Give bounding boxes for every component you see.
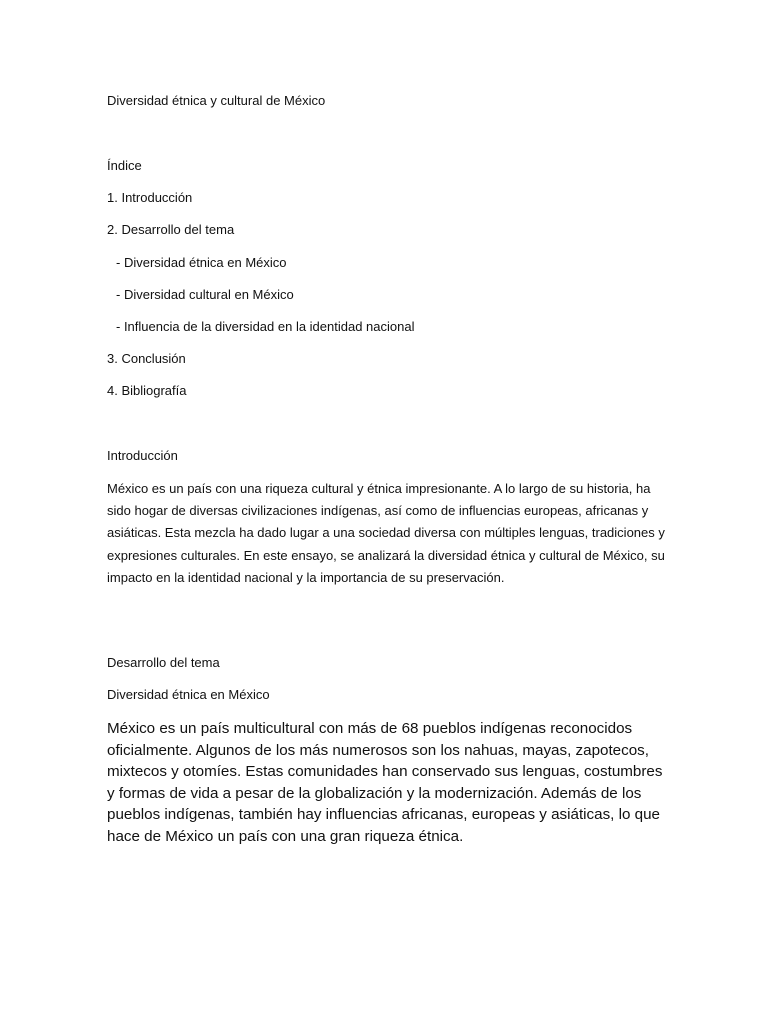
index-subitem-ethnic-diversity: - Diversidad étnica en México bbox=[116, 255, 287, 270]
index-item-conclusion: 3. Conclusión bbox=[107, 351, 186, 366]
introduction-heading: Introducción bbox=[107, 448, 178, 463]
index-item-introduction: 1. Introducción bbox=[107, 190, 193, 205]
index-subitem-national-identity: - Influencia de la diversidad en la identidad nacional bbox=[116, 319, 415, 334]
development-heading: Desarrollo del tema bbox=[107, 655, 220, 670]
index-heading: Índice bbox=[107, 158, 142, 173]
ethnic-diversity-subheading: Diversidad étnica en México bbox=[107, 687, 270, 702]
document-page bbox=[107, 0, 667, 1024]
index-item-development: 2. Desarrollo del tema bbox=[107, 222, 235, 237]
ethnic-diversity-body: México es un país multicultural con más de 68 pueblos indígenas reconocidos oficialmente. Algunos de los más numerosos son los nahuas, mayas, zapotecos, mixtecos y otomíes. Estas comunidades han conservado sus lenguas, costumbres y formas de vida a pesar de la globalización y la modernización. Además de los pueblos indígenas, también hay influencias africanas, europeas y asiáticas, lo que hace de México un país con una gran riqueza étnica. bbox=[107, 720, 663, 845]
index-subitem-cultural-diversity: - Diversidad cultural en México bbox=[116, 287, 294, 302]
document-title: Diversidad étnica y cultural de México bbox=[107, 93, 326, 108]
index-item-bibliography: 4. Bibliografía bbox=[107, 383, 187, 398]
introduction-body: México es un país con una riqueza cultural y étnica impresionante. A lo largo de su historia, ha sido hogar de diversas civilizaciones indígenas, así como de influencias europeas, africanas y asiáticas. Esta mezcla ha dado lugar a una sociedad diversa con múltiples lenguas, tradiciones y expresiones culturales. En este ensayo, se analizará la diversidad étnica y cultural de México, su impacto en la identidad nacional y la importancia de su preservación. bbox=[107, 481, 665, 585]
